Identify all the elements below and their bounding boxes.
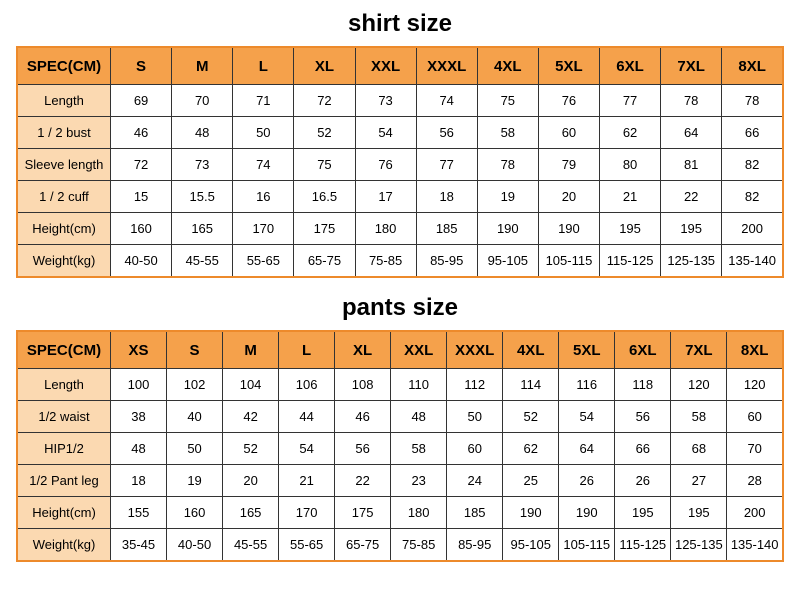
shirt-cell: 75 [477, 85, 538, 117]
pants-cell: 45-55 [223, 529, 279, 562]
pants-cell: 22 [335, 465, 391, 497]
pants-cell: 18 [111, 465, 167, 497]
pants-cell: 44 [279, 401, 335, 433]
pants-cell: 120 [671, 369, 727, 401]
shirt-cell: 135-140 [722, 245, 783, 278]
shirt-cell: 54 [355, 117, 416, 149]
pants-column-header: 7XL [671, 331, 727, 369]
shirt-cell: 190 [538, 213, 599, 245]
shirt-header-row [17, 47, 783, 85]
shirt-column-header: XXXL [416, 47, 477, 85]
pants-cell: 200 [727, 497, 783, 529]
shirt-cell: 66 [722, 117, 783, 149]
pants-cell: 21 [279, 465, 335, 497]
shirt-spec-corner-label: SPEC(CM) [17, 47, 111, 85]
shirt-column-header: S [111, 47, 172, 85]
shirt-cell: 105-115 [538, 245, 599, 278]
shirt-cell: 22 [661, 181, 722, 213]
shirt-row-label: Weight(kg) [17, 245, 111, 278]
shirt-size-title: shirt size [347, 10, 453, 37]
pants-cell: 125-135 [671, 529, 727, 562]
shirt-cell: 40-50 [111, 245, 172, 278]
pants-cell: 48 [111, 433, 167, 465]
pants-row-label: 1/2 Pant leg [17, 465, 111, 497]
shirt-cell: 65-75 [294, 245, 355, 278]
pants-cell: 26 [615, 465, 671, 497]
shirt-table-wrapper [0, 46, 800, 278]
pants-cell: 54 [279, 433, 335, 465]
pants-column-header: L [279, 331, 335, 369]
shirt-cell: 78 [661, 85, 722, 117]
pants-table-body [17, 331, 783, 561]
pants-cell: 165 [223, 497, 279, 529]
pants-spec-corner-label: SPEC(CM) [17, 331, 111, 369]
pants-cell: 180 [391, 497, 447, 529]
pants-cell: 26 [559, 465, 615, 497]
pants-table-wrapper [0, 330, 800, 562]
pants-column-header: 8XL [727, 331, 783, 369]
shirt-cell: 76 [355, 149, 416, 181]
shirt-column-header: M [172, 47, 233, 85]
shirt-cell: 175 [294, 213, 355, 245]
pants-column-header: 4XL [503, 331, 559, 369]
shirt-cell: 69 [111, 85, 172, 117]
shirt-cell: 79 [538, 149, 599, 181]
pants-column-header: M [223, 331, 279, 369]
shirt-cell: 56 [416, 117, 477, 149]
pants-cell: 195 [671, 497, 727, 529]
shirt-row-label: Length [17, 85, 111, 117]
table-row [17, 117, 783, 149]
shirt-cell: 170 [233, 213, 294, 245]
pants-cell: 104 [223, 369, 279, 401]
pants-cell: 58 [671, 401, 727, 433]
shirt-row-label: 1 / 2 bust [17, 117, 111, 149]
pants-column-header: 5XL [559, 331, 615, 369]
pants-cell: 46 [335, 401, 391, 433]
pants-cell: 106 [279, 369, 335, 401]
shirt-column-header: XXL [355, 47, 416, 85]
pants-cell: 116 [559, 369, 615, 401]
pants-row-label: 1/2 waist [17, 401, 111, 433]
pants-column-header: S [167, 331, 223, 369]
shirt-cell: 18 [416, 181, 477, 213]
pants-cell: 25 [503, 465, 559, 497]
shirt-cell: 195 [661, 213, 722, 245]
pants-cell: 23 [391, 465, 447, 497]
pants-row-label: Weight(kg) [17, 529, 111, 562]
pants-cell: 100 [111, 369, 167, 401]
table-row [17, 465, 783, 497]
shirt-cell: 62 [600, 117, 661, 149]
size-chart-page [0, 10, 800, 609]
pants-cell: 95-105 [503, 529, 559, 562]
shirt-cell: 80 [600, 149, 661, 181]
pants-cell: 40 [167, 401, 223, 433]
shirt-cell: 71 [233, 85, 294, 117]
pants-cell: 75-85 [391, 529, 447, 562]
shirt-cell: 77 [416, 149, 477, 181]
shirt-size-table [16, 46, 784, 278]
shirt-cell: 46 [111, 117, 172, 149]
table-row [17, 85, 783, 117]
shirt-cell: 64 [661, 117, 722, 149]
pants-cell: 20 [223, 465, 279, 497]
pants-cell: 50 [167, 433, 223, 465]
pants-cell: 185 [447, 497, 503, 529]
pants-cell: 102 [167, 369, 223, 401]
pants-cell: 105-115 [559, 529, 615, 562]
shirt-column-header: XL [294, 47, 355, 85]
pants-cell: 24 [447, 465, 503, 497]
pants-cell: 66 [615, 433, 671, 465]
pants-cell: 52 [223, 433, 279, 465]
pants-row-label: HIP1/2 [17, 433, 111, 465]
shirt-cell: 72 [294, 85, 355, 117]
shirt-cell: 75 [294, 149, 355, 181]
shirt-cell: 15 [111, 181, 172, 213]
shirt-cell: 78 [477, 149, 538, 181]
table-row [17, 245, 783, 278]
pants-cell: 27 [671, 465, 727, 497]
pants-cell: 40-50 [167, 529, 223, 562]
shirt-cell: 82 [722, 149, 783, 181]
table-row [17, 181, 783, 213]
shirt-cell: 180 [355, 213, 416, 245]
shirt-cell: 16 [233, 181, 294, 213]
shirt-cell: 45-55 [172, 245, 233, 278]
pants-cell: 120 [727, 369, 783, 401]
pants-column-header: 6XL [615, 331, 671, 369]
pants-cell: 35-45 [111, 529, 167, 562]
pants-cell: 60 [727, 401, 783, 433]
pants-cell: 195 [615, 497, 671, 529]
shirt-cell: 195 [600, 213, 661, 245]
shirt-cell: 58 [477, 117, 538, 149]
pants-row-label: Length [17, 369, 111, 401]
shirt-column-header: 6XL [600, 47, 661, 85]
shirt-cell: 115-125 [600, 245, 661, 278]
pants-cell: 28 [727, 465, 783, 497]
pants-size-title: pants size [341, 294, 459, 321]
pants-column-header: XXL [391, 331, 447, 369]
shirt-row-label: 1 / 2 cuff [17, 181, 111, 213]
shirt-cell: 60 [538, 117, 599, 149]
shirt-cell: 55-65 [233, 245, 294, 278]
shirt-cell: 82 [722, 181, 783, 213]
pants-cell: 65-75 [335, 529, 391, 562]
pants-column-header: XXXL [447, 331, 503, 369]
pants-cell: 42 [223, 401, 279, 433]
pants-cell: 50 [447, 401, 503, 433]
shirt-cell: 190 [477, 213, 538, 245]
pants-cell: 19 [167, 465, 223, 497]
shirt-cell: 165 [172, 213, 233, 245]
pants-cell: 64 [559, 433, 615, 465]
shirt-cell: 15.5 [172, 181, 233, 213]
pants-cell: 108 [335, 369, 391, 401]
table-row [17, 529, 783, 562]
shirt-cell: 16.5 [294, 181, 355, 213]
pants-cell: 62 [503, 433, 559, 465]
pants-cell: 55-65 [279, 529, 335, 562]
pants-cell: 160 [167, 497, 223, 529]
shirt-cell: 78 [722, 85, 783, 117]
shirt-cell: 77 [600, 85, 661, 117]
pants-cell: 170 [279, 497, 335, 529]
pants-cell: 68 [671, 433, 727, 465]
shirt-cell: 73 [172, 149, 233, 181]
pants-cell: 56 [615, 401, 671, 433]
shirt-row-label: Sleeve length [17, 149, 111, 181]
pants-cell: 38 [111, 401, 167, 433]
table-row [17, 401, 783, 433]
table-row [17, 433, 783, 465]
pants-cell: 56 [335, 433, 391, 465]
pants-cell: 54 [559, 401, 615, 433]
pants-cell: 58 [391, 433, 447, 465]
pants-cell: 115-125 [615, 529, 671, 562]
pants-cell: 48 [391, 401, 447, 433]
shirt-cell: 74 [416, 85, 477, 117]
table-row [17, 213, 783, 245]
shirt-cell: 73 [355, 85, 416, 117]
pants-cell: 155 [111, 497, 167, 529]
pants-cell: 118 [615, 369, 671, 401]
shirt-cell: 20 [538, 181, 599, 213]
pants-header-row [17, 331, 783, 369]
pants-size-table [16, 330, 784, 562]
shirt-cell: 52 [294, 117, 355, 149]
shirt-cell: 85-95 [416, 245, 477, 278]
pants-cell: 112 [447, 369, 503, 401]
shirt-cell: 81 [661, 149, 722, 181]
shirt-cell: 50 [233, 117, 294, 149]
pants-cell: 52 [503, 401, 559, 433]
shirt-column-header: L [233, 47, 294, 85]
shirt-cell: 74 [233, 149, 294, 181]
pants-cell: 190 [559, 497, 615, 529]
table-row [17, 497, 783, 529]
pants-cell: 60 [447, 433, 503, 465]
shirt-cell: 72 [111, 149, 172, 181]
table-row [17, 369, 783, 401]
shirt-cell: 200 [722, 213, 783, 245]
shirt-cell: 76 [538, 85, 599, 117]
shirt-row-label: Height(cm) [17, 213, 111, 245]
shirt-cell: 70 [172, 85, 233, 117]
table-row [17, 149, 783, 181]
shirt-cell: 160 [111, 213, 172, 245]
shirt-table-body [17, 47, 783, 277]
shirt-column-header: 5XL [538, 47, 599, 85]
pants-row-label: Height(cm) [17, 497, 111, 529]
pants-cell: 110 [391, 369, 447, 401]
shirt-column-header: 8XL [722, 47, 783, 85]
pants-cell: 114 [503, 369, 559, 401]
shirt-column-header: 4XL [477, 47, 538, 85]
pants-cell: 175 [335, 497, 391, 529]
shirt-cell: 19 [477, 181, 538, 213]
pants-column-header: XL [335, 331, 391, 369]
shirt-cell: 95-105 [477, 245, 538, 278]
shirt-cell: 21 [600, 181, 661, 213]
pants-cell: 85-95 [447, 529, 503, 562]
shirt-cell: 17 [355, 181, 416, 213]
shirt-cell: 185 [416, 213, 477, 245]
shirt-column-header: 7XL [661, 47, 722, 85]
pants-cell: 70 [727, 433, 783, 465]
shirt-cell: 125-135 [661, 245, 722, 278]
pants-column-header: XS [111, 331, 167, 369]
shirt-cell: 48 [172, 117, 233, 149]
pants-cell: 135-140 [727, 529, 783, 562]
pants-cell: 190 [503, 497, 559, 529]
shirt-cell: 75-85 [355, 245, 416, 278]
